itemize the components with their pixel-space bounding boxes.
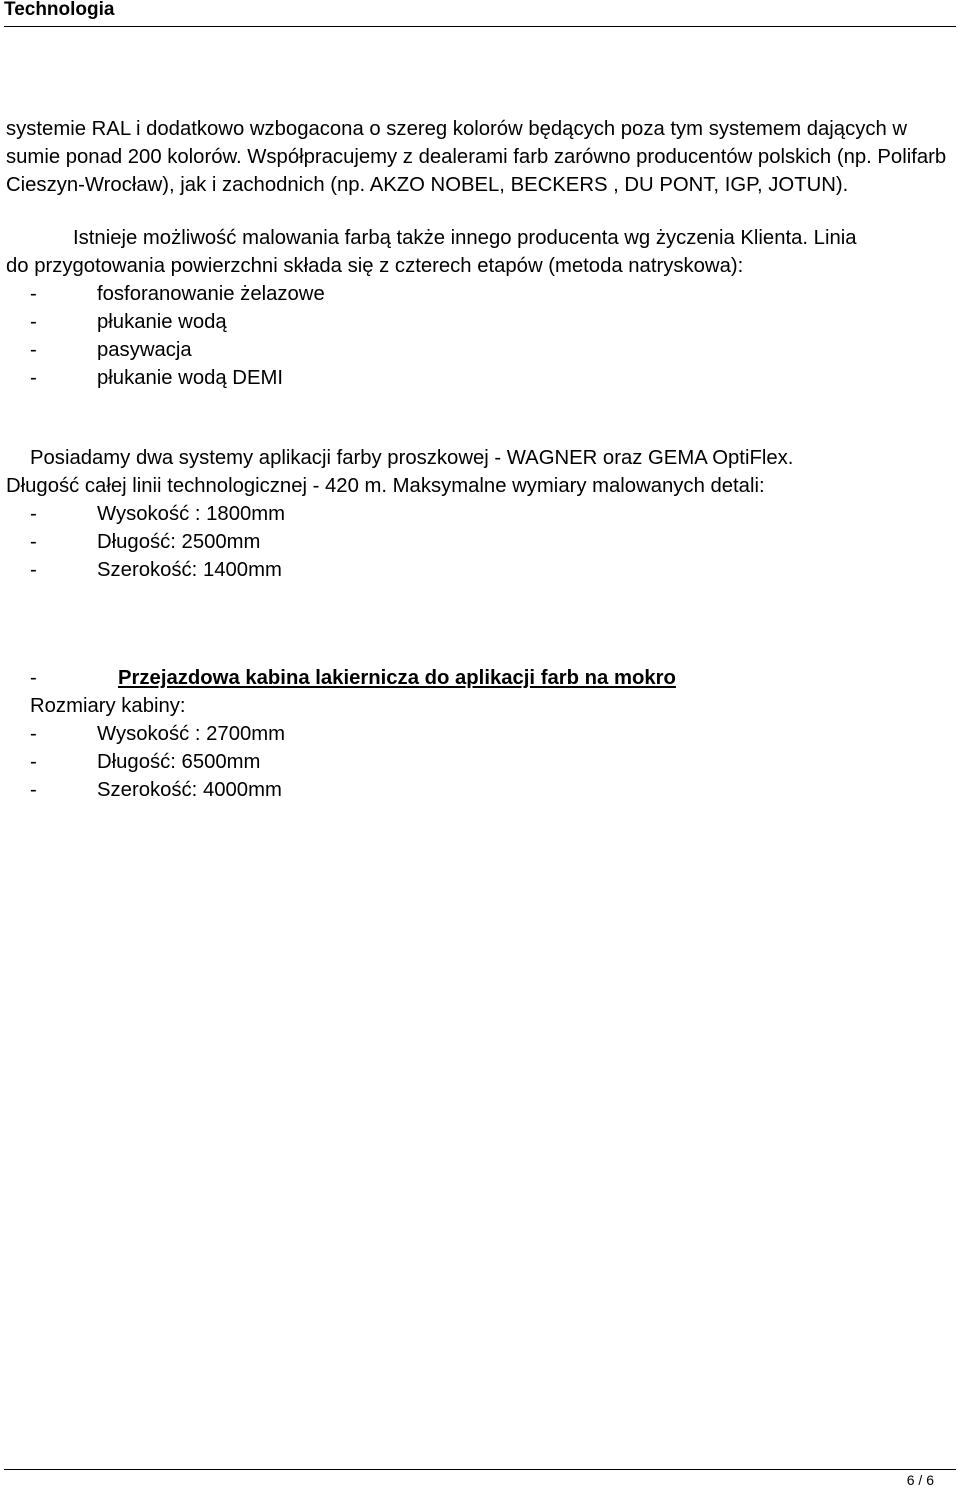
list-dash: - [30, 283, 37, 305]
list-item [6, 308, 956, 336]
list-dash: - [30, 751, 37, 773]
dimensions-list [6, 500, 956, 584]
list-dash: - [30, 779, 37, 801]
list-item-text: fosforanowanie żelazowe [97, 283, 325, 305]
list-item-text: Długość: 2500mm [97, 531, 261, 553]
list-item [6, 556, 956, 584]
page-number: 6 / 6 [906, 1472, 934, 1488]
heading-dash: - [30, 667, 37, 689]
page-footer [4, 1469, 956, 1488]
paragraph-systems-first-line: Posiadamy dwa systemy aplikacji farby proszkowej - WAGNER oraz GEMA OptiFlex. [30, 447, 794, 469]
list-dash: - [30, 531, 37, 553]
cabin-heading: Przejazdowa kabina lakiernicza do aplikacji farb na mokro [118, 667, 676, 689]
cabin-dimensions-list [6, 720, 956, 804]
document-body [6, 115, 956, 804]
list-item-text: Wysokość : 2700mm [97, 723, 286, 745]
stages-list [6, 280, 956, 392]
list-item-text: Szerokość: 4000mm [97, 779, 282, 801]
list-item [6, 364, 956, 392]
cabin-heading-line [6, 664, 956, 692]
list-item [6, 280, 956, 308]
list-dash: - [30, 503, 37, 525]
list-dash: - [30, 311, 37, 333]
list-item-text: Długość: 6500mm [97, 751, 261, 773]
paragraph-systems [6, 444, 956, 584]
paragraph-preparation-first-line: Istnieje możliwość malowania farbą także innego producenta wg życzenia Klienta. Linia [73, 227, 857, 249]
paragraph-preparation-rest: do przygotowania powierzchni składa się z czterech etapów (metoda natryskowa): [6, 255, 744, 277]
list-item-text: Szerokość: 1400mm [97, 559, 282, 581]
list-item [6, 336, 956, 364]
list-item-text: płukanie wodą DEMI [97, 367, 284, 389]
list-dash: - [30, 559, 37, 581]
list-item-text: Wysokość : 1800mm [97, 503, 286, 525]
list-dash: - [30, 723, 37, 745]
list-item [6, 776, 956, 804]
cabin-section [6, 664, 956, 804]
list-item [6, 748, 956, 776]
list-dash: - [30, 367, 37, 389]
header-title: Technologia [4, 0, 115, 20]
list-item [6, 500, 956, 528]
paragraph-colors: systemie RAL i dodatkowo wzbogacona o szereg kolorów będących poza tym systemem dających w sumie ponad 200 kolorów. Współpracujemy z dealerami farb zarówno producentów polskich (np. Polifarb Cieszyn-Wrocław), jak i zachodnich (np. AKZO NOBEL, BECKERS , DU PONT, IGP, JOTUN). [6, 118, 947, 196]
list-item-text: pasywacja [97, 339, 192, 361]
paragraph-preparation [6, 224, 956, 392]
cabin-sizes-label: Rozmiary kabiny: [30, 695, 186, 717]
paragraph-systems-rest: Długość całej linii technologicznej - 420 m. Maksymalne wymiary malowanych detali: [6, 475, 765, 497]
list-dash: - [30, 339, 37, 361]
list-item [6, 528, 956, 556]
list-item-text: płukanie wodą [97, 311, 227, 333]
page-header [4, 0, 956, 27]
list-item [6, 720, 956, 748]
